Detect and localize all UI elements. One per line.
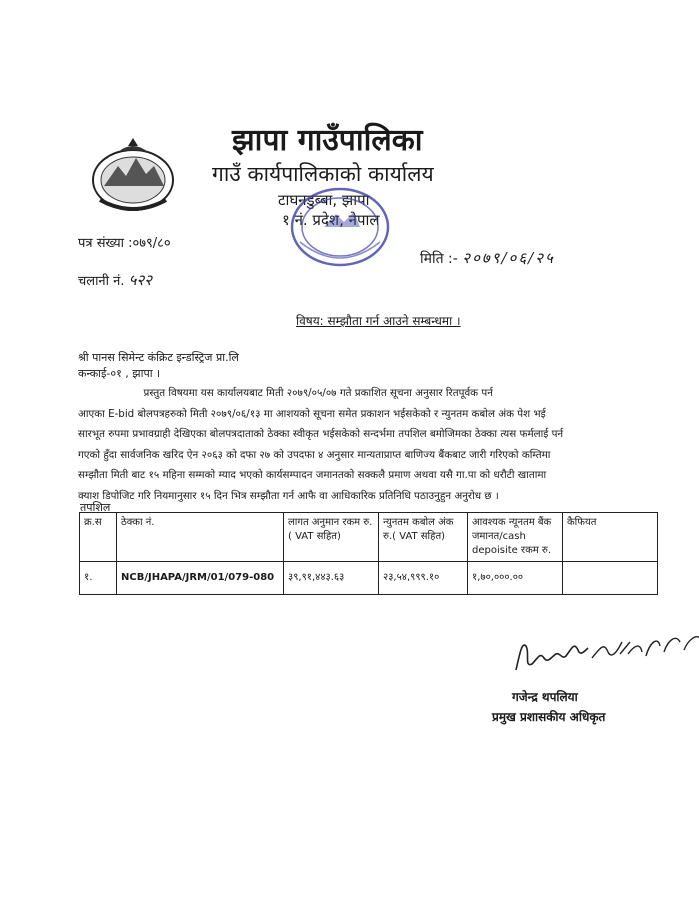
table-header-row [80, 513, 658, 562]
date-line [420, 248, 555, 268]
body-line: क्याश डिपोजिट गरि नियमानुसार १५ दिन भित्र सम्झौता गर्न आफै वा आधिकारिक प्रतिनिधि पठाउनुहुन अनुरोध छ । [78, 489, 499, 502]
recipient-name: श्री पानस सिमेन्ट कंक्रिट इन्डस्ट्रिज प्रा.लि [78, 351, 239, 364]
subject-line: विषय: सम्झौता गर्न आउने सम्बन्धमा । [296, 314, 461, 328]
cell-sn: १. [80, 562, 117, 595]
chalani-value: ५२२ [128, 271, 153, 289]
cell-bid: २३,५४,९९९.१० [379, 562, 468, 595]
col-remarks: कैफियत [563, 513, 658, 562]
table-row [80, 562, 658, 595]
patra-value: ०७९/८० [132, 236, 171, 251]
patra-label: पत्र संख्या : [78, 236, 133, 251]
cell-remarks [563, 562, 658, 595]
cell-guarantee: १,७०,०००.०० [468, 562, 563, 595]
col-bid: न्युनतम कबोल अंक रु.( VAT सहित) [379, 513, 468, 562]
date-value: २०७९/०६/२५ [462, 249, 555, 267]
body-line: गएको हुँदा सार्वजनिक खरिद ऐन २०६३ को दफा २७ को उपदफा ४ अनुसार मान्यताप्राप्त बाणिज्य बैंकबाट जारी गरिएको कम्तिमा [78, 448, 551, 461]
letter-body [78, 383, 678, 506]
signatory-name: गजेन्द्र थपलिया [512, 690, 578, 704]
body-line: सम्झौता मिती बाट १५ महिना सम्मको म्याद भएको कार्यसम्पादन जमानतको सक्कलै प्रमाण अथवा यसै गा.पा को धरौटी खातामा [78, 469, 547, 481]
col-estimate: लागत अनुमान रकम रु.( VAT सहित) [284, 513, 379, 562]
chalani-number [78, 270, 152, 290]
body-line: प्रस्तुत विषयमा यस कार्यालयबाट मिती २०७९/०५/०७ गते प्रकाशित सूचना अनुसार रितपूर्वक पर्न [78, 387, 493, 399]
office-title: झापा गाउँपालिका [232, 123, 423, 158]
cell-estimate: ३९,९१,४४३.६३ [284, 562, 379, 595]
body-line: आएका E-bid बोलपत्रहरुको मिती २०७९/०६/१३ मा आशयको सूचना समेत प्रकाशन भईसकेको र न्युनतम कबोल अंक पेश भई [78, 407, 546, 420]
contract-table [79, 512, 658, 595]
col-sn: क्र.स [80, 513, 117, 562]
patra-sankhya [78, 233, 171, 251]
office-place: टाघनडुब्बा, झापा [278, 191, 370, 209]
handwritten-signature-icon [508, 612, 699, 680]
body-line: सारभूत रुपमा प्रभावग्राही देखिएका बोलपत्रदाताको ठेक्का स्वीकृत भईसकेको सन्दर्भमा तपशिल बमोजिमका ठेक्का त्यस फर्मलाई पर्न [78, 428, 564, 440]
date-label: मिति :- [420, 251, 458, 267]
signatory-designation: प्रमुख प्रशासकीय अधिकृत [492, 710, 606, 724]
cell-contract: NCB/JHAPA/JRM/01/079-080 [117, 562, 284, 595]
nepal-emblem-icon [88, 136, 178, 216]
office-subtitle: गाउँ कार्यपालिकाको कार्यालय [212, 162, 434, 186]
office-province: १ नं. प्रदेश, नेपाल [282, 211, 380, 229]
col-guarantee: आवश्यक न्यूनतम बैंक जमानत/cash depoisite रकम रु. [468, 513, 563, 562]
office-stamp-icon [280, 182, 400, 272]
tapsil-heading: तपशिल [80, 501, 111, 514]
chalani-label: चलानी नं. [78, 274, 125, 289]
col-contract: ठेक्का नं. [117, 513, 284, 562]
recipient-address: कन्काई-०१ , झापा । [78, 367, 161, 380]
